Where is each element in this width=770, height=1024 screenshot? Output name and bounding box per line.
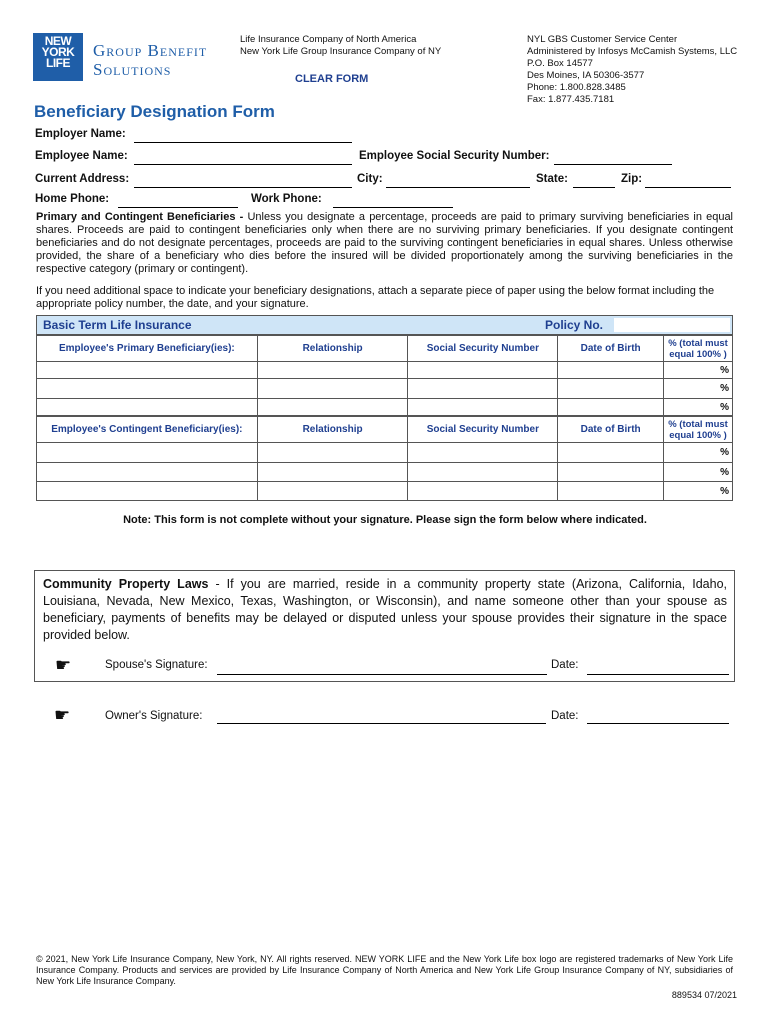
owner-date-label: Date: [551, 710, 579, 722]
primary-beneficiary-header: Employee's Primary Beneficiary(ies): [37, 336, 258, 362]
signature-note: Note: This form is not complete without your signature. Please sign the form below where indicated. [123, 514, 647, 526]
beneficiary-name-cell[interactable] [37, 362, 258, 379]
service-line-6: Fax: 1.877.435.7181 [527, 94, 615, 105]
beneficiary-instructions-heading: Primary and Contingent Beneficiaries - [36, 211, 244, 223]
community-property-box [34, 570, 735, 682]
relationship-header: Relationship [257, 417, 408, 443]
service-line-2: Administered by Infosys McCamish Systems, LLC [527, 46, 738, 57]
work-phone-label: Work Phone: [251, 193, 322, 205]
current-address-field[interactable] [134, 175, 352, 188]
relationship-cell[interactable] [257, 443, 408, 463]
spouse-date-label: Date: [551, 659, 579, 671]
contingent-beneficiary-header: Employee's Contingent Beneficiary(ies): [37, 417, 258, 443]
policy-no-field[interactable] [614, 318, 730, 332]
table-row [37, 362, 733, 379]
percent-header: % (total must equal 100% ) [664, 336, 733, 362]
community-property-body: - If you are married, reside in a community property state (Arizona, California, Idaho, Louisiana, Nevada, New Mexico, Texas, Washington, or Wisconsin), and name someone other than your spouse as beneficiary, payments of benefits may be delayed or disputed unless your spouse provides their signature in the space provided below. [43, 577, 727, 642]
table-row [37, 379, 733, 399]
logo-line-3: LIFE [46, 56, 70, 70]
spouse-date-field[interactable] [587, 662, 729, 675]
dob-cell[interactable] [558, 362, 664, 379]
contingent-beneficiary-table [36, 416, 733, 501]
percent-cell[interactable]: % [664, 443, 733, 463]
relationship-cell[interactable] [257, 362, 408, 379]
percent-cell[interactable]: % [664, 399, 733, 416]
table-row [37, 463, 733, 482]
spouse-signature-field[interactable] [217, 662, 547, 675]
zip-label: Zip: [621, 173, 643, 185]
clear-form-button[interactable]: CLEAR FORM [295, 73, 369, 85]
basic-term-life-header [36, 315, 733, 335]
company-line-1: Life Insurance Company of North America [240, 34, 417, 45]
pointing-hand-icon: ☛ [54, 705, 71, 725]
dob-header: Date of Birth [558, 417, 664, 443]
employee-name-field[interactable] [134, 152, 352, 165]
table-row [37, 399, 733, 416]
relationship-cell[interactable] [257, 379, 408, 399]
policy-no-label: Policy No. [545, 318, 604, 332]
employer-name-field[interactable] [134, 130, 352, 143]
company-info [240, 34, 441, 58]
dob-cell[interactable] [558, 379, 664, 399]
additional-space-note: If you need additional space to indicate your beneficiary designations, attach a separate piece of paper using the below format including the appropriate policy number, the date, and your signature. [36, 285, 715, 310]
service-line-5: Phone: 1.800.828.3485 [527, 82, 626, 93]
relationship-cell[interactable] [257, 463, 408, 482]
relationship-header: Relationship [257, 336, 408, 362]
ssn-cell[interactable] [408, 399, 558, 416]
dob-header: Date of Birth [558, 336, 664, 362]
home-phone-field[interactable] [118, 195, 238, 208]
table-row [37, 443, 733, 463]
company-line-2: New York Life Group Insurance Company of NY [240, 46, 442, 57]
state-field[interactable] [573, 175, 615, 188]
form-title: Beneficiary Designation Form [34, 102, 275, 121]
employee-ssn-label: Employee Social Security Number: [359, 150, 550, 162]
percent-cell[interactable]: % [664, 379, 733, 399]
logo-text-line-1: Group Benefit [93, 41, 208, 60]
beneficiary-name-cell[interactable] [37, 399, 258, 416]
table-row [37, 482, 733, 501]
employer-name-label: Employer Name: [35, 128, 126, 140]
ssn-cell[interactable] [408, 463, 558, 482]
beneficiary-name-cell[interactable] [37, 379, 258, 399]
group-benefit-solutions-logo [93, 41, 207, 79]
customer-service-info [527, 34, 737, 106]
ssn-cell[interactable] [408, 379, 558, 399]
spouse-signature-label: Spouse's Signature: [105, 659, 208, 671]
state-label: State: [536, 173, 568, 185]
ssn-cell[interactable] [408, 362, 558, 379]
form-number: 889534 07/2021 [671, 990, 737, 1000]
owner-signature-field[interactable] [217, 711, 546, 724]
percent-header: % (total must equal 100% ) [664, 417, 733, 443]
dob-cell[interactable] [558, 482, 664, 501]
owner-date-field[interactable] [587, 711, 729, 724]
work-phone-field[interactable] [333, 195, 453, 208]
service-line-1: NYL GBS Customer Service Center [527, 34, 678, 45]
owner-signature-label: Owner's Signature: [105, 710, 203, 722]
logo-line-1: NEW [44, 34, 72, 48]
logo-text-line-2: Solutions [93, 60, 172, 79]
relationship-cell[interactable] [257, 482, 408, 501]
logo-line-2: YORK [41, 45, 75, 59]
dob-cell[interactable] [558, 463, 664, 482]
current-address-label: Current Address: [35, 173, 130, 185]
ssn-header: Social Security Number [408, 417, 558, 443]
employee-name-label: Employee Name: [35, 150, 128, 162]
employee-ssn-field[interactable] [554, 152, 672, 165]
city-field[interactable] [386, 175, 530, 188]
service-line-4: Des Moines, IA 50306-3577 [527, 70, 645, 81]
ssn-header: Social Security Number [408, 336, 558, 362]
home-phone-label: Home Phone: [35, 193, 110, 205]
beneficiary-name-cell[interactable] [37, 463, 258, 482]
community-property-text [43, 576, 727, 644]
percent-cell[interactable]: % [664, 463, 733, 482]
pointing-hand-icon: ☛ [55, 655, 72, 675]
percent-cell[interactable]: % [664, 362, 733, 379]
beneficiary-name-cell[interactable] [37, 443, 258, 463]
dob-cell[interactable] [558, 399, 664, 416]
copyright-footer: © 2021, New York Life Insurance Company, New York, NY. All rights reserved. NEW YORK LIFE and the New York Life box logo are registered trademarks of New York Life Insurance Company. Products and services are provided by Life Insurance Company of North America and New York Life Group Insurance Company of NY, subsidiaries of New York Life Insurance Company. [36, 954, 733, 986]
zip-field[interactable] [645, 175, 731, 188]
percent-cell[interactable]: % [664, 482, 733, 501]
beneficiary-instructions [36, 211, 733, 276]
beneficiary-instructions-text: Unless you designate a percentage, proceeds are paid to primary surviving beneficiaries in equal shares. Proceeds are paid to contingent beneficiaries only when there are no surviving primary beneficiaries. If you designate contingent beneficiaries and do not designate percentages, proceeds are paid to the surviving contingent beneficiaries in equal shares. Unless otherwise provided, the share of a beneficiary who dies before the insured will be divided proportionately among the surviving beneficiaries in the respective category (primary or contingent). [36, 211, 734, 275]
ssn-cell[interactable] [408, 482, 558, 501]
section-title: Basic Term Life Insurance [43, 318, 192, 332]
community-property-heading: Community Property Laws [43, 577, 209, 591]
beneficiary-name-cell[interactable] [37, 482, 258, 501]
dob-cell[interactable] [558, 443, 664, 463]
ssn-cell[interactable] [408, 443, 558, 463]
primary-beneficiary-table [36, 335, 733, 416]
city-label: City: [357, 173, 383, 185]
service-line-3: P.O. Box 14577 [527, 58, 593, 69]
relationship-cell[interactable] [257, 399, 408, 416]
new-york-life-logo [33, 33, 83, 81]
